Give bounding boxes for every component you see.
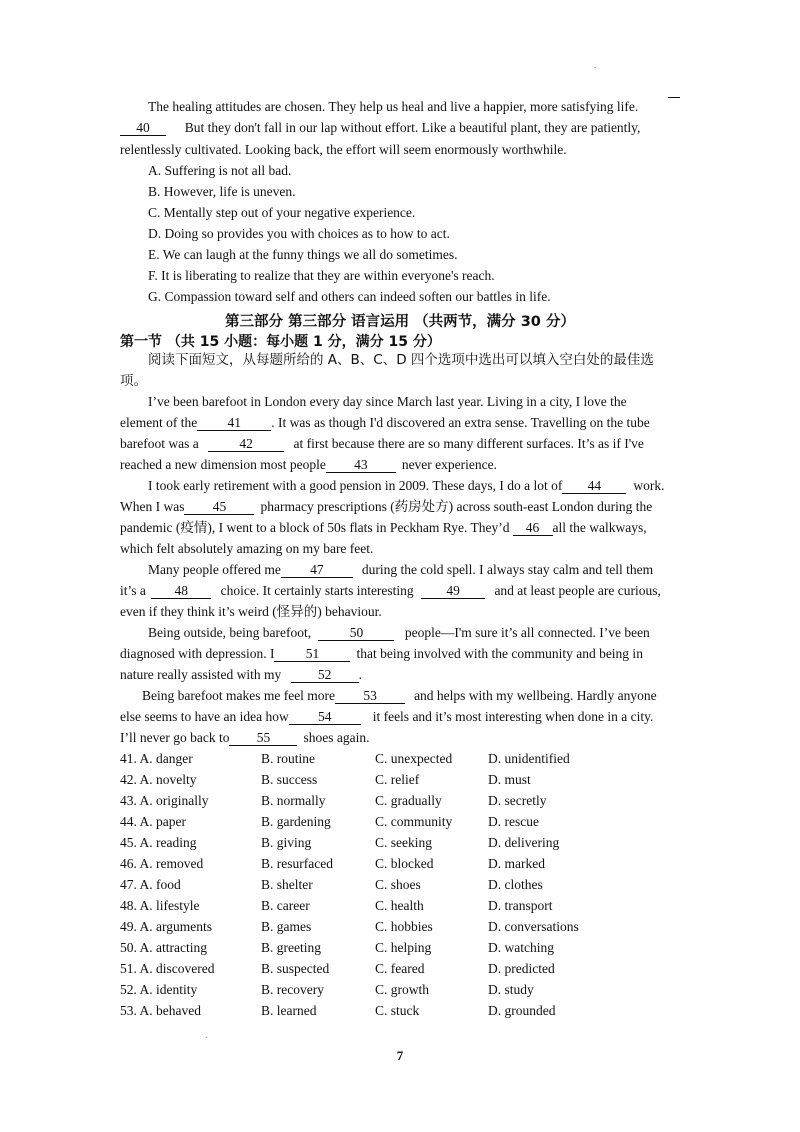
answer-option: D. watching [488,940,554,955]
passage-line: 40 But they don't fall in our lap without effort. Like a beautiful plant, they are patiently, [120,118,680,138]
answer-row [120,748,680,769]
answer-option: 45. A. reading [120,835,197,850]
blank-54: 54 [289,709,361,725]
blank-47: 47 [281,562,353,578]
answer-option: 41. A. danger [120,751,193,766]
page-number: 7 [396,1048,404,1063]
answer-option: C. gradually [375,793,442,808]
blank-49: 49 [421,583,485,599]
cloze-line: When I was 45 pharmacy prescriptions (药房处方) across south-east London during the [120,499,653,514]
answer-row [120,874,680,895]
answer-option: D. secretly [488,793,547,808]
answer-option: B. games [261,919,312,934]
answer-option: B. gardening [261,814,331,829]
answer-option: B. success [261,772,318,787]
option-b: B. However, life is uneven. [148,184,296,199]
answer-row [120,958,680,979]
cloze-line: else seems to have an idea how 54 it feels and it’s most interesting when done in a city. [120,709,654,724]
answer-row [120,916,680,937]
blank-46: 46 [513,520,553,536]
cloze-line: Being barefoot makes me feel more 53 and helps with my wellbeing. Hardly anyone [142,688,657,703]
option-c: C. Mentally step out of your negative experience. [148,205,416,220]
answer-row [120,832,680,853]
answer-option: C. relief [375,772,420,787]
cloze-line: I took early retirement with a good pension in 2009. These days, I do a lot of 44 work. [148,478,665,493]
cloze-line: I’ve been barefoot in London every day since March last year. Living in a city, I love the [148,394,627,409]
answer-option: B. greeting [261,940,321,955]
answer-option: C. blocked [375,856,434,871]
answer-option: C. shoes [375,877,421,892]
answer-row [120,979,680,1000]
blank-42: 42 [208,436,284,452]
blank-48: 48 [151,583,211,599]
blank-55: 55 [229,730,297,746]
answer-option: C. seeking [375,835,432,850]
answer-option: B. routine [261,751,315,766]
instruction-line: 项。 [120,373,147,389]
answer-option: 42. A. novelty [120,772,197,787]
answer-option: 43. A. originally [120,793,209,808]
cloze-line: barefoot was a 42 at first because there are so many different surfaces. It’s as if I've [120,436,644,451]
blank-44: 44 [562,478,626,494]
answer-row [120,790,680,811]
answer-option: D. grounded [488,1003,556,1018]
cloze-line: Many people offered me 47 during the cold spell. I always stay calm and tell them [148,562,654,577]
answer-option: D. marked [488,856,545,871]
answer-option: B. resurfaced [261,856,333,871]
answer-row [120,937,680,958]
answer-row [120,811,680,832]
answer-option: D. study [488,982,534,997]
cloze-line: nature really assisted with my 52 . [120,667,362,682]
answer-option: 51. A. discovered [120,961,215,976]
answer-option: D. clothes [488,877,543,892]
option-a: A. Suffering is not all bad. [148,163,292,178]
answer-option: D. predicted [488,961,555,976]
cloze-line: even if they think it’s weird (怪异的) behaviour. [120,604,382,619]
cloze-line: it’s a 48 choice. It certainly starts interesting 49 and at least people are curious, [120,583,661,598]
answer-option: C. feared [375,961,425,976]
passage-line: The healing attitudes are chosen. They help us heal and live a happier, more satisfying life. [148,97,680,117]
scan-dot: . [594,60,597,71]
blank-53: 53 [335,688,405,704]
answer-option: B. shelter [261,877,313,892]
answer-option: D. unidentified [488,751,570,766]
answer-option: B. recovery [261,982,324,997]
answer-option: 53. A. behaved [120,1003,201,1018]
blank-51: 51 [274,646,350,662]
cloze-line: diagnosed with depression. I 51 that being involved with the community and being in [120,646,643,661]
answer-option: B. suspected [261,961,330,976]
subsection-heading: 第一节 （共 15 小题：每小题 1 分，满分 15 分） [120,334,441,350]
blank-43: 43 [326,457,396,473]
answer-option: C. health [375,898,424,913]
answer-row [120,895,680,916]
answer-option: C. community [375,814,453,829]
answer-row [120,769,680,790]
blank-52: 52 [291,667,359,683]
answer-option: 50. A. attracting [120,940,207,955]
blank-50: 50 [318,625,394,641]
answer-option: D. must [488,772,531,787]
answer-option: C. unexpected [375,751,453,766]
answer-option: D. rescue [488,814,539,829]
cloze-line: Being outside, being barefoot, 50 people—I'm sure it’s all connected. I’ve been [148,625,650,640]
answer-row [120,853,680,874]
blank-45: 45 [184,499,254,515]
answer-option: C. helping [375,940,432,955]
passage-line: relentlessly cultivated. Looking back, the effort will seem enormously worthwhile. [120,142,567,157]
answer-option: C. stuck [375,1003,420,1018]
scan-dot: . [205,1030,208,1041]
answer-choices [120,748,680,1021]
answer-option: 47. A. food [120,877,181,892]
instruction-line: 阅读下面短文，从每题所给的 A、B、C、D 四个选项中选出可以填入空白处的最佳选 [148,352,654,368]
answer-option: B. giving [261,835,312,850]
cloze-line: I’ll never go back to 55 shoes again. [120,730,370,745]
answer-option: B. learned [261,1003,317,1018]
answer-option: 46. A. removed [120,856,204,871]
answer-option: D. transport [488,898,553,913]
blank-41: 41 [197,415,271,431]
answer-option: D. conversations [488,919,579,934]
option-f: F. It is liberating to realize that they are within everyone's reach. [148,268,495,283]
answer-option: B. career [261,898,310,913]
cloze-line: element of the 41 . It was as though I'd discovered an extra sense. Travelling on the tube [120,415,650,430]
cloze-line: pandemic (疫情), I went to a block of 50s flats in Peckham Rye. They’d 46 all the walkways, [120,520,647,535]
blank-underline [668,97,680,98]
answer-option: D. delivering [488,835,560,850]
blank-40: 40 [120,120,166,136]
answer-option: 44. A. paper [120,814,186,829]
cloze-line: reached a new dimension most people 43 never experience. [120,457,497,472]
answer-option: 52. A. identity [120,982,198,997]
cloze-line: which felt absolutely amazing on my bare feet. [120,541,374,556]
answer-option: 49. A. arguments [120,919,212,934]
answer-option: C. growth [375,982,429,997]
answer-option: 48. A. lifestyle [120,898,200,913]
option-g: G. Compassion toward self and others can indeed soften our battles in life. [148,289,551,304]
option-d: D. Doing so provides you with choices as to how to act. [148,226,450,241]
answer-option: B. normally [261,793,326,808]
option-e: E. We can laugh at the funny things we all do sometimes. [148,247,458,262]
answer-row [120,1000,680,1021]
answer-option: C. hobbies [375,919,433,934]
section-heading: 第三部分 第三部分 语言运用 （共两节，满分 30 分） [225,314,575,330]
